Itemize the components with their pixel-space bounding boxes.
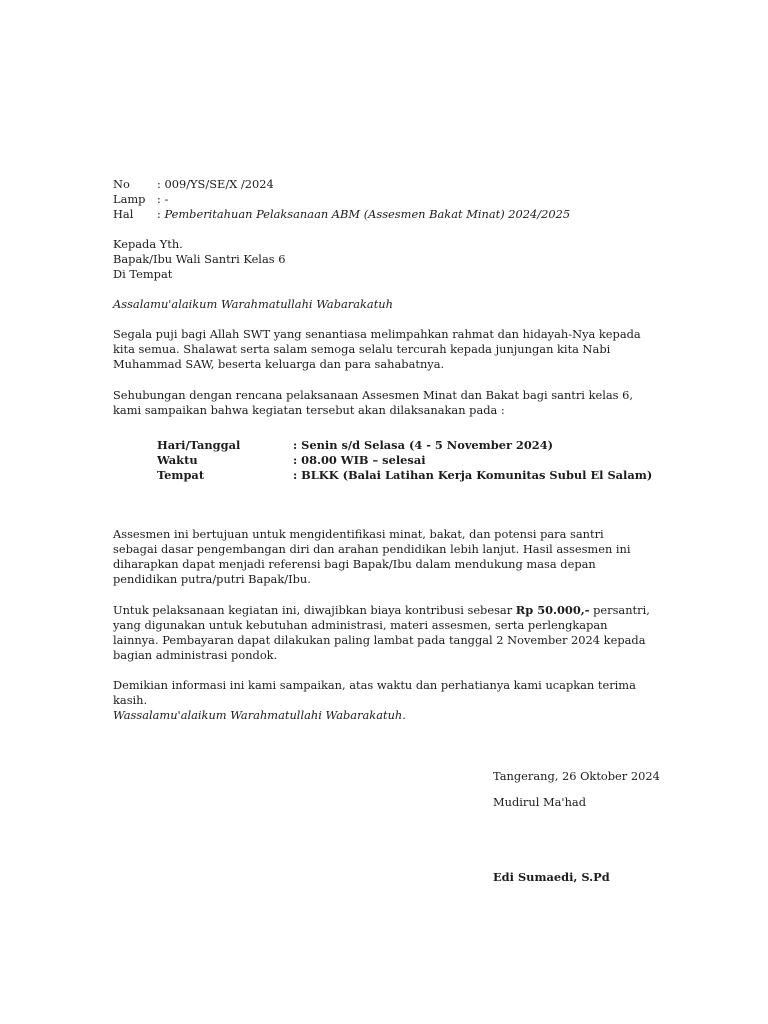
paragraph-purpose [113,527,653,587]
header-value: : 009/YS/SE/X /2024 [157,177,274,191]
paragraph-line: Demikian informasi ini kami sampaikan, atas waktu dan perhatianya kami ucapkan terima [113,678,636,692]
header-row-number [113,177,570,192]
detail-label: Tempat [157,468,205,482]
fee-text-pre: Untuk pelaksanaan kegiatan ini, diwajibkan biaya kontribusi sebesar [113,603,516,617]
paragraph-line: diharapkan dapat menjadi referensi bagi Bapak/Ibu dalam mendukung masa depan [113,557,596,571]
detail-row-time [157,453,652,468]
header-label: Hal [113,207,134,221]
signer-position: Mudirul Ma'had [493,795,586,809]
header-value: : - [157,192,169,206]
detail-value: : 08.00 WIB – selesai [293,453,426,467]
paragraph-schedule-intro [113,388,653,418]
place-date: Tangerang, 26 Oktober 2024 [493,769,660,783]
letter-header [113,177,570,222]
addressee-line: Kepada Yth. [113,237,183,251]
fee-text-post: persantri, [589,603,650,617]
paragraph-line: Assesmen ini bertujuan untuk mengidentifikasi minat, bakat, dan potensi para santri [113,527,604,541]
fee-amount: Rp 50.000,- [515,603,590,617]
header-label: No [113,177,130,191]
paragraph-line: Sehubungan dengan rencana pelaksanaan Assesmen Minat dan Bakat bagi santri kelas 6, [113,388,633,402]
paragraph-line: bagian administrasi pondok. [113,648,278,662]
detail-row-date [157,438,652,453]
paragraph-line: kasih. [113,693,148,707]
paragraph-line: kami sampaikan bahwa kegiatan tersebut akan dilaksanakan pada : [113,403,505,417]
addressee [113,237,285,282]
paragraph-line: Muhammad SAW, beserta keluarga dan para sahabatnya. [113,357,445,371]
paragraph-line: sebagai dasar pengembangan diri dan arahan pendidikan lebih lanjut. Hasil assesmen ini [113,542,631,556]
paragraph-line: Segala puji bagi Allah SWT yang senantiasa melimpahkan rahmat dan hidayah-Nya kepada [113,327,641,341]
header-row-subject [113,207,570,222]
paragraph-line [113,603,653,618]
detail-label: Hari/Tanggal [157,438,241,452]
subject-text: Pemberitahuan Pelaksanaan ABM (Assesmen Bakat Minat) 2024/2025 [164,207,571,221]
event-details [157,438,652,483]
paragraph-fee [113,603,653,663]
paragraph-opening [113,327,653,372]
detail-value: : BLKK (Balai Latihan Kerja Komunitas Subul El Salam) [293,468,653,482]
header-label: Lamp [113,192,146,206]
paragraph-line: pendidikan putra/putri Bapak/Ibu. [113,572,311,586]
paragraph-closing [113,678,653,723]
addressee-line: Bapak/Ibu Wali Santri Kelas 6 [113,252,286,266]
greeting: Assalamu'alaikum Warahmatullahi Wabarakatuh [113,297,393,311]
header-value-prefix: : [157,207,165,221]
detail-row-place [157,468,652,483]
signer-name: Edi Sumaedi, S.Pd [493,870,610,884]
paragraph-line: yang digunakan untuk kebutuhan administrasi, materi assesmen, serta perlengkapan [113,618,608,632]
addressee-line: Di Tempat [113,267,173,281]
detail-value: : Senin s/d Selasa (4 - 5 November 2024) [293,438,554,452]
paragraph-line: kita semua. Shalawat serta salam semoga selalu tercurah kepada junjungan kita Nabi [113,342,611,356]
header-row-attachment [113,192,570,207]
detail-label: Waktu [157,453,198,467]
paragraph-line: lainnya. Pembayaran dapat dilakukan paling lambat pada tanggal 2 November 2024 kepada [113,633,646,647]
closing-salutation: Wassalamu'alaikum Warahmatullahi Wabarakatuh. [113,708,406,722]
